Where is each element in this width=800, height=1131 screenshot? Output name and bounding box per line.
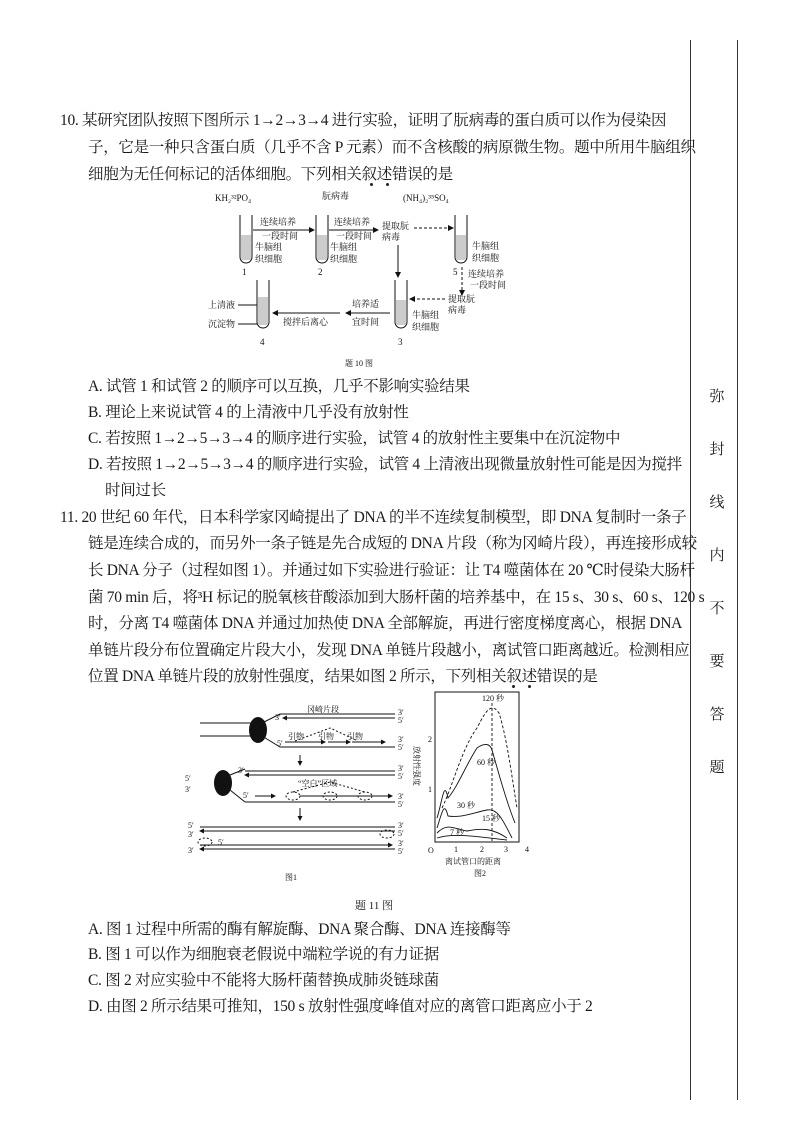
seal-char: 线 [709, 495, 725, 511]
svg-text:3′: 3′ [398, 792, 404, 801]
svg-text:培养适: 培养适 [352, 299, 380, 309]
figure-11-1 [180, 690, 410, 890]
seal-char: 题 [709, 760, 725, 776]
svg-text:牛脑组: 牛脑组 [330, 242, 358, 252]
curve-30s [437, 809, 512, 838]
figure-caption: 题 10 图 [345, 359, 373, 368]
svg-text:3′: 3′ [398, 735, 404, 744]
svg-text:连续培养: 连续培养 [260, 217, 297, 227]
y-tick: 1 [428, 785, 432, 794]
svg-text:提取朊: 提取朊 [448, 294, 476, 304]
svg-text:连续培养: 连续培养 [334, 217, 371, 227]
figure-10 [200, 185, 530, 375]
svg-text:一段时间: 一段时间 [262, 231, 299, 241]
svg-text:引物: 引物 [347, 732, 363, 741]
q11-option-a: A. 图 1 过程中所需的酶有解旋酶、DNA 聚合酶、DNA 连接酶等 [88, 921, 511, 938]
svg-text:3′: 3′ [398, 839, 404, 848]
svg-text:连续培养: 连续培养 [468, 269, 505, 279]
prion-label: 朊病毒 [322, 191, 350, 201]
tube-number: 2 [318, 267, 323, 277]
series-label: 120 秒 [482, 694, 504, 703]
q10-option-c: C. 若按照 1→2→5→3→4 的顺序进行实验，试管 4 的放射性主要集中在沉淀物中 [88, 430, 621, 447]
svg-text:5′: 5′ [243, 791, 249, 800]
q10-option-a: A. 试管 1 和试管 2 的顺序可以互换，几乎不影响实验结果 [88, 378, 470, 395]
svg-text:宜时间: 宜时间 [352, 317, 380, 327]
svg-text:5′: 5′ [398, 716, 404, 725]
svg-text:织细胞: 织细胞 [330, 254, 358, 264]
svg-text:5′: 5′ [218, 838, 224, 847]
tube-number: 4 [260, 337, 265, 347]
svg-text:3′: 3′ [188, 830, 194, 839]
plot-frame [435, 692, 519, 842]
svg-text:5′: 5′ [398, 829, 404, 838]
seal-char: 答 [709, 707, 725, 723]
helicase-blob [214, 770, 232, 796]
okazaki-label: 冈崎片段 [307, 705, 339, 714]
svg-text:3′: 3′ [188, 846, 194, 855]
svg-text:一段时间: 一段时间 [470, 280, 507, 290]
seal-line-right [737, 40, 738, 1100]
q11-stem-line: 菌 70 min 后，将³H 标记的脱氧核苷酸添加到大肠杆菌的培养基中，在 15 s、30 s、60 s、120 s [88, 589, 705, 606]
svg-text:5′: 5′ [188, 821, 194, 830]
x-tick: 4 [525, 845, 529, 854]
svg-text:3′: 3′ [398, 708, 404, 717]
svg-text:牛脑组: 牛脑组 [472, 241, 500, 251]
q10-option-d: D. 若按照 1→2→5→3→4 的顺序进行实验，试管 4 上清液出现微量放射性可能是因为搅拌 [88, 456, 682, 473]
q11-option-c: C. 图 2 对应实验中不能将大肠杆菌替换成肺炎链球菌 [88, 972, 439, 989]
svg-text:5′: 5′ [398, 743, 404, 752]
svg-text:织细胞: 织细胞 [472, 253, 500, 263]
test-tube-4 [257, 280, 269, 328]
svg-text:5′: 5′ [185, 774, 191, 783]
svg-text:上清液: 上清液 [208, 300, 236, 310]
figure-11-2 [412, 688, 542, 888]
q11-stem-line: 11. 20 世纪 60 年代，日本科学家冈崎提出了 DNA 的半不连续复制模型，即 DNA 复制时一条子 [60, 509, 687, 526]
svg-text:5′: 5′ [277, 739, 283, 748]
svg-text:3′: 3′ [238, 766, 244, 775]
q11-stem-line: 位置 DNA 单链片段的放射性强度，结果如图 2 所示，下列相关叙述错误的是 [88, 668, 598, 685]
svg-text:5′: 5′ [398, 847, 404, 856]
q11-option-d: D. 由图 2 所示结果可推知，150 s 放射性强度峰值对应的离管口距离应小于 2 [88, 998, 593, 1015]
test-tube-2 [316, 215, 328, 263]
svg-text:搅拌后离心: 搅拌后离心 [283, 317, 329, 327]
reagent-label: KH₂³²PO₄ [215, 193, 252, 203]
seal-char: 弥 [709, 389, 725, 405]
series-label: 60 秒 [477, 758, 495, 767]
curve-60s [437, 744, 515, 823]
test-tube-3 [395, 280, 407, 328]
figure-label: 图1 [285, 873, 297, 882]
svg-text:3′: 3′ [398, 821, 404, 830]
q11-stem-line: 链是连续合成的，而另外一条子链是先合成短的 DNA 片段（称为冈崎片段），再连接形成较 [88, 535, 697, 552]
svg-text:引物: 引物 [318, 732, 334, 741]
y-axis-label: 放射性强度 [412, 746, 421, 786]
svg-text:引物: 引物 [288, 732, 304, 741]
svg-text:病毒: 病毒 [448, 305, 467, 315]
test-tube-5 [455, 215, 467, 263]
seal-char: 内 [709, 548, 725, 564]
svg-text:一段时间: 一段时间 [336, 231, 373, 241]
tube-number: 5 [453, 267, 458, 277]
tube-number: 1 [242, 267, 247, 277]
svg-text:牛脑组: 牛脑组 [412, 310, 440, 320]
series-label: 15 秒 [482, 814, 500, 823]
q10-option-d-cont: 时间过长 [105, 482, 166, 499]
x-tick: 1 [454, 845, 458, 854]
svg-text:3′: 3′ [275, 713, 281, 722]
test-tube-1 [240, 215, 252, 263]
svg-text:5′: 5′ [398, 772, 404, 781]
svg-text:织细胞: 织细胞 [255, 254, 283, 264]
seal-char: 要 [709, 654, 725, 670]
reagent-label: (NH₄)₂³⁵SO₄ [403, 193, 449, 203]
figure-label: 图2 [474, 869, 486, 878]
q10-stem-line: 子，它是一种只含蛋白质（几乎不含 P 元素）而不含核酸的病原微生物。题中所用牛脑组织 [88, 139, 696, 156]
seal-char: 不 [709, 601, 725, 617]
series-label: 30 秒 [457, 801, 475, 810]
seal-char: 封 [709, 442, 725, 458]
svg-text:3′: 3′ [398, 764, 404, 773]
gap-region-label: “空白”区域 [298, 779, 338, 788]
svg-text:沉淀物: 沉淀物 [208, 319, 236, 329]
svg-text:织细胞: 织细胞 [412, 322, 440, 332]
svg-text:3′: 3′ [185, 785, 191, 794]
q10-stem-line: 10. 某研究团队按照下图所示 1→2→3→4 进行实验，证明了朊病毒的蛋白质可以作为侵染因 [60, 112, 667, 129]
x-tick: 2 [480, 845, 484, 854]
x-axis-label: 离试管口的距离 [445, 857, 501, 866]
y-tick: 2 [428, 735, 432, 744]
origin-label: O [428, 846, 434, 855]
x-tick: 3 [504, 845, 508, 854]
svg-text:提取朊: 提取朊 [382, 221, 410, 231]
curve-7s [437, 835, 507, 840]
svg-text:5′: 5′ [398, 800, 404, 809]
q11-stem-line: 时，分离 T4 噬菌体 DNA 并通过加热使 DNA 全部解旋，再进行密度梯度离心，根据 DNA [88, 615, 682, 632]
tube-number: 3 [398, 337, 403, 347]
q11-option-b: B. 图 1 可以作为细胞衰老假说中端粒学说的有力证据 [88, 946, 439, 963]
q11-stem-line: 单链片段分布位置确定片段大小，发现 DNA 单链片段越小，离试管口距离越近。检测相应 [88, 642, 690, 659]
svg-text:牛脑组: 牛脑组 [255, 242, 283, 252]
q11-stem-line: 长 DNA 分子（过程如图 1）。并通过如下实验进行验证：让 T4 噬菌体在 20 ℃时侵染大肠杆 [88, 562, 695, 579]
figure-caption: 题 11 图 [355, 900, 394, 912]
helicase-blob [249, 717, 267, 743]
svg-text:病毒: 病毒 [382, 232, 401, 242]
series-label: 7 秒 [450, 828, 464, 837]
q10-option-b: B. 理论上来说试管 4 的上清液中几乎没有放射性 [88, 404, 409, 421]
q10-stem-line: 细胞为无任何标记的活体细胞。下列相关叙述错误的是 [88, 166, 453, 183]
